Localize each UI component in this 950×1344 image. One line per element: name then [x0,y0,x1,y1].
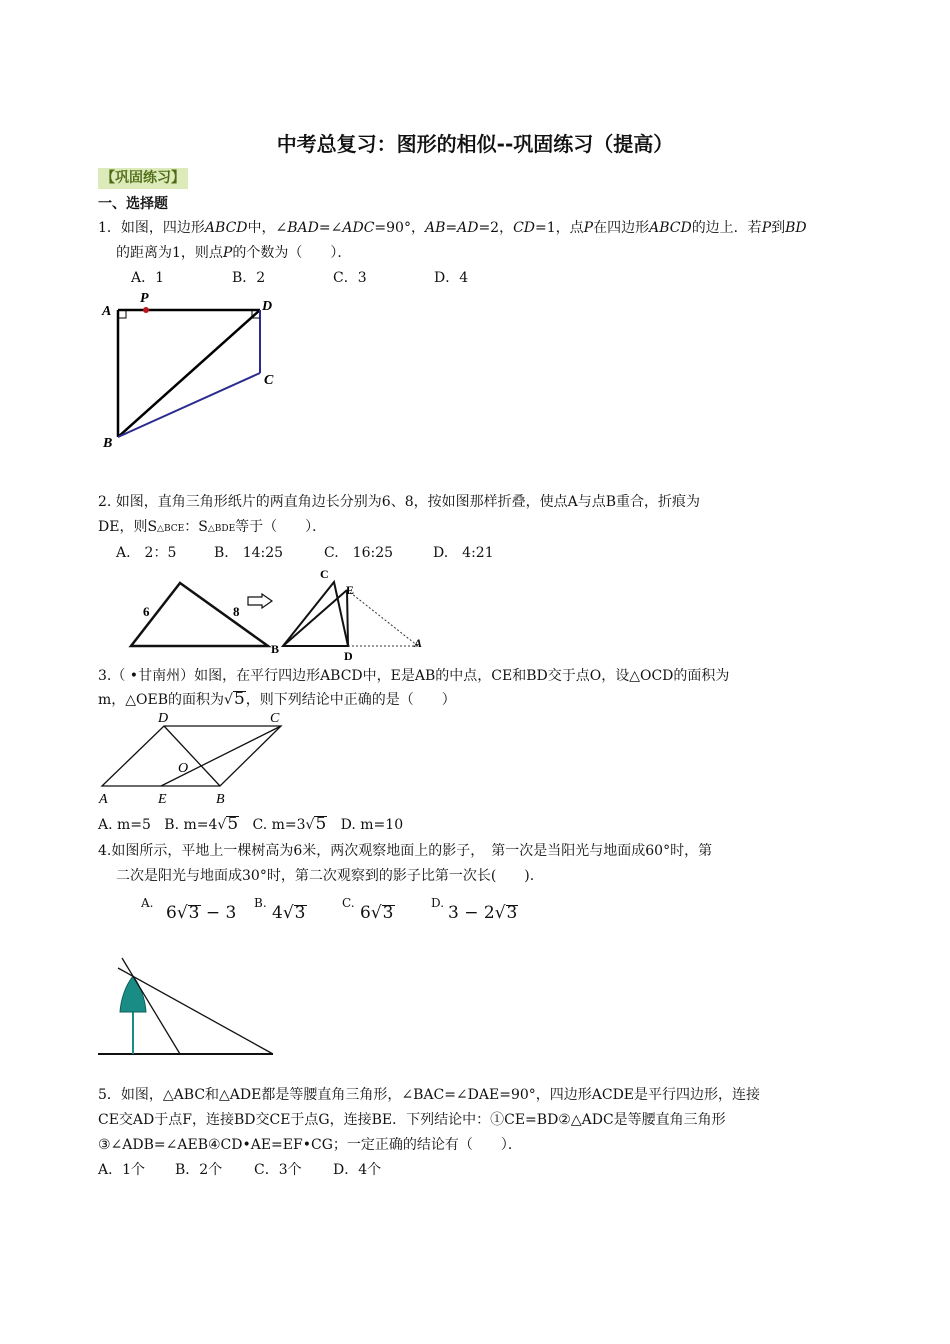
q4-line1: 4.如图所示，平地上一棵树高为6米，两次观察地面上的影子， 第一次是当阳光与地面成60°时，第 [98,843,713,859]
q1-label-c: C [264,373,274,388]
q3-label-a: A [99,792,108,807]
q3-label-d: D [158,711,169,726]
q2-label-8: 8 [233,604,240,619]
q4-option-c-label: C. [342,896,355,910]
q5-option-a: A．1个 [98,1162,146,1178]
q1-option-b: B．2 [232,270,266,286]
q4-option-b-label: B. [254,896,267,910]
q4-option-d-label: D. [431,896,445,910]
q1-label-d: D [262,299,273,314]
q3-option-c: C. m=3√5 [252,814,327,834]
q2-option-c: C. 16:25 [324,545,394,561]
q5-line2: CE交AD于点F，连接BD交CE于点G，连接BE．下列结论中：①CE=BD②△ADC是等腰直角三角形 [98,1112,726,1128]
q2-option-d: D. 4:21 [433,545,494,561]
q4-option-d: 3 − 2√3 [448,903,518,923]
q1-label-a: A [102,304,112,319]
q3-label-c: C [270,711,280,726]
page-title: 中考总复习：图形的相似--巩固练习（提高） [276,132,674,156]
q5-line3: ③∠ADB=∠AEB④CD•AE=EF•CG；一定正确的结论有（ ）． [98,1137,522,1153]
q2-line1: 2. 如图，直角三角形纸片的两直角边长分别为6、8，按如图那样折叠，使点A与点B重合，折痕为 [98,494,701,510]
q1-option-d: D．4 [434,270,469,286]
q2-label-e: E [346,583,355,597]
q3-label-b: B [216,792,225,807]
q3-line2: m，△OEB的面积为√5，则下列结论中正确的是（ ） [98,689,456,709]
q3-label-o: O [178,761,189,776]
section-heading: 一、选择题 [98,196,168,212]
q2-label-6: 6 [143,604,150,619]
q3-label-e: E [158,792,167,807]
q4-option-a: 6√3 − 3 [166,903,237,923]
q5-option-c: C．3个 [254,1162,302,1178]
q1-line2: 的距离为1，则点P的个数为（ ）． [116,245,352,261]
q3-line1: 3.（ •甘南州）如图，在平行四边形ABCD中，E是AB的中点，CE和BD交于点O，设△OCD的面积为 [98,668,730,684]
q2-option-b: B. 14:25 [214,545,284,561]
q2-option-a: A. 2：5 [116,545,177,561]
q5-line1: 5．如图，△ABC和△ADE都是等腰直角三角形，∠BAC=∠DAE=90°，四边形ACDE是平行四边形，连接 [98,1087,761,1103]
q1-option-c: C．3 [333,270,367,286]
q5-option-b: B．2个 [175,1162,223,1178]
q4-option-c: 6√3 [360,903,394,923]
q1-label-p: P [140,291,149,306]
q2-label-a: A [414,636,423,650]
q3-option-a: A. m=5 [98,817,151,833]
q1-line1: 1．如图，四边形ABCD中，∠BAD=∠ADC=90°，AB=AD=2，CD=1，点P在四边形ABCD的边上．若P到BD [98,220,807,236]
q3-option-b: B. m=4√5 [164,814,239,834]
q4-option-b: 4√3 [272,903,306,923]
q1-option-a: A．1 [131,270,165,286]
q3-option-d: D. m=10 [340,817,404,833]
q2-label-b1: B [271,642,280,656]
q1-label-b: B [103,436,113,451]
q4-option-a-label: A. [141,896,154,910]
q2-line2: DE，则S△BCE：S△BDE等于（ ）． [98,519,327,535]
q4-line2: 二次是阳光与地面成30°时，第二次观察到的影子比第一次长( ). [116,868,535,884]
q2-label-d: D [344,649,353,663]
q5-option-d: D．4个 [333,1162,382,1178]
section-tag: 【巩固练习】 [98,168,188,189]
q2-label-c: C [320,567,329,581]
